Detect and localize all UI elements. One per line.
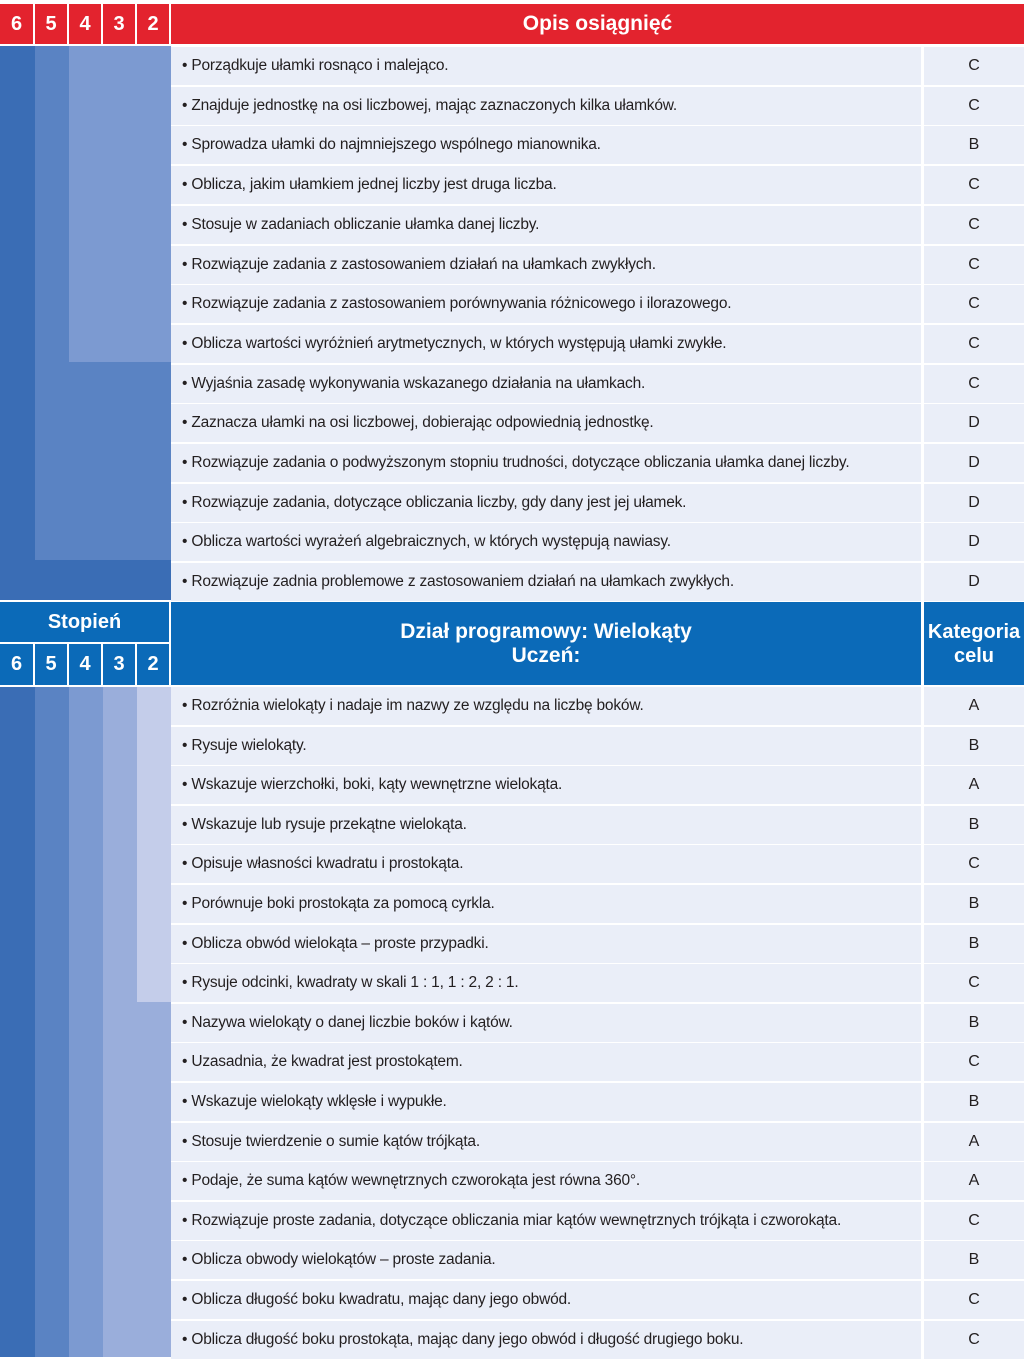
category-header-line2: celu	[953, 644, 995, 667]
grade-header-5: 5	[35, 4, 67, 44]
goal-category: A	[924, 1123, 1024, 1161]
grade-header2-4: 4	[69, 644, 101, 685]
table-row	[171, 1004, 1024, 1042]
table-row	[171, 964, 1024, 1002]
table-row	[171, 563, 1024, 601]
grade-header-2: 2	[137, 4, 169, 44]
achievement-description: • Sprowadza ułamki do najmniejszego wspólnego mianownika.	[171, 126, 921, 164]
achievement-description: • Uzasadnia, że kwadrat jest prostokątem.	[171, 1043, 921, 1081]
goal-category: D	[924, 404, 1024, 442]
achievement-description: • Rozwiązuje zadania z zastosowaniem działań na ułamkach zwykłych.	[171, 246, 921, 284]
table-row	[171, 126, 1024, 164]
goal-category: C	[924, 1321, 1024, 1359]
achievement-description: • Porządkuje ułamki rosnąco i malejąco.	[171, 47, 921, 85]
grade-header2-6: 6	[0, 644, 33, 685]
goal-category: B	[924, 885, 1024, 923]
achievement-description: • Opisuje własności kwadratu i prostokąta.	[171, 845, 921, 883]
goal-category: B	[924, 727, 1024, 765]
achievement-description: • Porównuje boki prostokąta za pomocą cyrkla.	[171, 885, 921, 923]
achievement-description: • Rozróżnia wielokąty i nadaje im nazwy ze względu na liczbę boków.	[171, 687, 921, 725]
achievement-description: • Rysuje wielokąty.	[171, 727, 921, 765]
table-row	[171, 47, 1024, 85]
achievement-description: • Wyjaśnia zasadę wykonywania wskazanego działania na ułamkach.	[171, 365, 921, 403]
table-row	[171, 1162, 1024, 1200]
section-title-line1: Dział programowy: Wielokąty	[400, 619, 692, 643]
table-row	[171, 325, 1024, 363]
achievements-title: Opis osiągnięć	[171, 4, 1024, 44]
category-header-line1: Kategoria	[927, 620, 1021, 643]
achievement-description: • Rysuje odcinki, kwadraty w skali 1 : 1, 1 : 2, 2 : 1.	[171, 964, 921, 1002]
grade-bar2-2	[137, 687, 171, 1002]
table-row	[171, 845, 1024, 883]
table-row	[171, 1202, 1024, 1240]
table-row	[171, 687, 1024, 725]
goal-category: C	[924, 166, 1024, 204]
table-row	[171, 1083, 1024, 1121]
goal-category: B	[924, 1241, 1024, 1279]
table-row	[171, 206, 1024, 244]
goal-category: A	[924, 766, 1024, 804]
table-row	[171, 484, 1024, 522]
table-row	[171, 885, 1024, 923]
grade-bar-4	[69, 46, 171, 362]
table-row	[171, 1281, 1024, 1319]
goal-category: A	[924, 1162, 1024, 1200]
achievement-description: • Znajduje jednostkę na osi liczbowej, mając zaznaczonych kilka ułamków.	[171, 87, 921, 125]
goal-category: B	[924, 1083, 1024, 1121]
goal-category: C	[924, 87, 1024, 125]
achievement-description: • Oblicza wartości wyrażeń algebraicznych, w których występują nawiasy.	[171, 523, 921, 561]
achievement-description: • Wskazuje lub rysuje przekątne wielokąta.	[171, 806, 921, 844]
goal-category: C	[924, 845, 1024, 883]
grade-header2-3: 3	[103, 644, 135, 685]
section-title	[171, 602, 921, 685]
goal-category: C	[924, 285, 1024, 323]
table-row	[171, 806, 1024, 844]
achievement-description: • Podaje, że suma kątów wewnętrznych czworokąta jest równa 360°.	[171, 1162, 921, 1200]
goal-category: B	[924, 806, 1024, 844]
achievement-description: • Oblicza długość boku prostokąta, mając dany jego obwód i długość drugiego boku.	[171, 1321, 921, 1359]
achievement-description: • Oblicza długość boku kwadratu, mając dany jego obwód.	[171, 1281, 921, 1319]
achievement-description: • Rozwiązuje zadania o podwyższonym stopniu trudności, dotyczące obliczania ułamka danej liczby.	[171, 444, 921, 482]
achievement-description: • Rozwiązuje proste zadania, dotyczące obliczania miar kątów wewnętrznych trójkąta i czworokąta.	[171, 1202, 921, 1240]
grade-header-3: 3	[103, 4, 135, 44]
table-row	[171, 727, 1024, 765]
table-row	[171, 444, 1024, 482]
table-row	[171, 523, 1024, 561]
achievement-description: • Stosuje twierdzenie o sumie kątów trójkąta.	[171, 1123, 921, 1161]
goal-category: B	[924, 925, 1024, 963]
goal-category: C	[924, 246, 1024, 284]
goal-category: B	[924, 1004, 1024, 1042]
table-row	[171, 246, 1024, 284]
achievement-description: • Wskazuje wielokąty wklęsłe i wypukłe.	[171, 1083, 921, 1121]
table-row	[171, 365, 1024, 403]
achievement-description: • Rozwiązuje zadania z zastosowaniem porównywania różnicowego i ilorazowego.	[171, 285, 921, 323]
category-header	[924, 602, 1024, 685]
achievement-description: • Rozwiązuje zadnia problemowe z zastosowaniem działań na ułamkach zwykłych.	[171, 563, 921, 601]
goal-category: A	[924, 687, 1024, 725]
goal-category: C	[924, 365, 1024, 403]
goal-category: C	[924, 964, 1024, 1002]
goal-category: C	[924, 1043, 1024, 1081]
table-row	[171, 1241, 1024, 1279]
table-row	[171, 766, 1024, 804]
grade-header-4: 4	[69, 4, 101, 44]
goal-category: D	[924, 484, 1024, 522]
table-row	[171, 285, 1024, 323]
goal-category: D	[924, 444, 1024, 482]
goal-category: C	[924, 206, 1024, 244]
achievement-description: • Stosuje w zadaniach obliczanie ułamka danej liczby.	[171, 206, 921, 244]
table-row	[171, 166, 1024, 204]
table-row	[171, 87, 1024, 125]
table-row	[171, 1321, 1024, 1359]
goal-category: D	[924, 563, 1024, 601]
goal-category: B	[924, 126, 1024, 164]
grade-header2-2: 2	[137, 644, 169, 685]
achievement-description: • Rozwiązuje zadania, dotyczące obliczania liczby, gdy dany jest jej ułamek.	[171, 484, 921, 522]
table-row	[171, 404, 1024, 442]
grade-header2-5: 5	[35, 644, 67, 685]
achievement-description: • Nazywa wielokąty o danej liczbie boków i kątów.	[171, 1004, 921, 1042]
achievement-description: • Wskazuje wierzchołki, boki, kąty wewnętrzne wielokąta.	[171, 766, 921, 804]
table-row	[171, 925, 1024, 963]
achievement-description: • Oblicza, jakim ułamkiem jednej liczby jest druga liczba.	[171, 166, 921, 204]
goal-category: D	[924, 523, 1024, 561]
goal-category: C	[924, 1281, 1024, 1319]
goal-category: C	[924, 47, 1024, 85]
goal-category: C	[924, 1202, 1024, 1240]
table-row	[171, 1043, 1024, 1081]
achievement-description: • Oblicza obwody wielokątów – proste zadania.	[171, 1241, 921, 1279]
stopien-header: Stopień	[0, 602, 169, 642]
achievement-description: • Oblicza wartości wyróżnień arytmetycznych, w których występują ułamki zwykłe.	[171, 325, 921, 363]
achievement-description: • Zaznacza ułamki na osi liczbowej, dobierając odpowiednią jednostkę.	[171, 404, 921, 442]
achievement-description: • Oblicza obwód wielokąta – proste przypadki.	[171, 925, 921, 963]
grade-header-6: 6	[0, 4, 33, 44]
goal-category: C	[924, 325, 1024, 363]
table-row	[171, 1123, 1024, 1161]
section-title-line2: Uczeń:	[511, 643, 581, 667]
